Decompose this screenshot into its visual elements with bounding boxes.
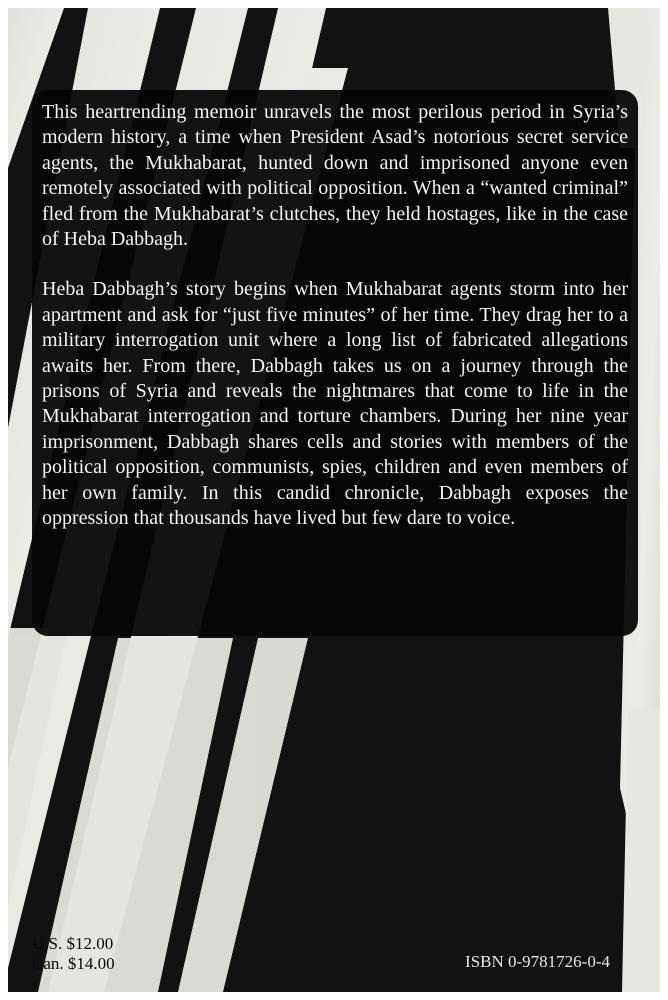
price-us: U.S. $12.00 xyxy=(32,934,114,953)
back-cover xyxy=(8,8,660,992)
blurb-text-box xyxy=(32,90,638,636)
price-canada: Can. $14.00 xyxy=(32,954,115,973)
price-block xyxy=(32,934,115,974)
blurb-paragraph-2: Heba Dabbagh’s story begins when Mukhabarat agents storm into her apartment and ask for “just five minutes” of her time. They drag her to a military interrogation unit where a long list of fabricated allegations awaits her. From there, Dabbagh takes us on a journey through the prisons of Syria and reveals the nightmares that come to life in the Mukhabarat interrogation and torture chambers. During her nine year imprisonment, Dabbagh shares cells and stories with members of the political opposition, communists, spies, children and even members of her own family. In this candid chronicle, Dabbagh exposes the oppression that thousands have lived but few dare to voice. xyxy=(42,278,628,530)
isbn-number: ISBN 0-9781726-0-4 xyxy=(465,952,610,971)
blurb-paragraph-1: This heartrending memoir unravels the most perilous period in Syria’s modern history, a time when President Asad’s notorious secret service agents, the Mukhabarat, hunted down and imprisoned anyone even remotely associated with political opposition. When a “wanted criminal” fled from the Mukhabarat’s clutches, they held hostages, like in the case of Heba Dabbagh. xyxy=(42,101,628,251)
